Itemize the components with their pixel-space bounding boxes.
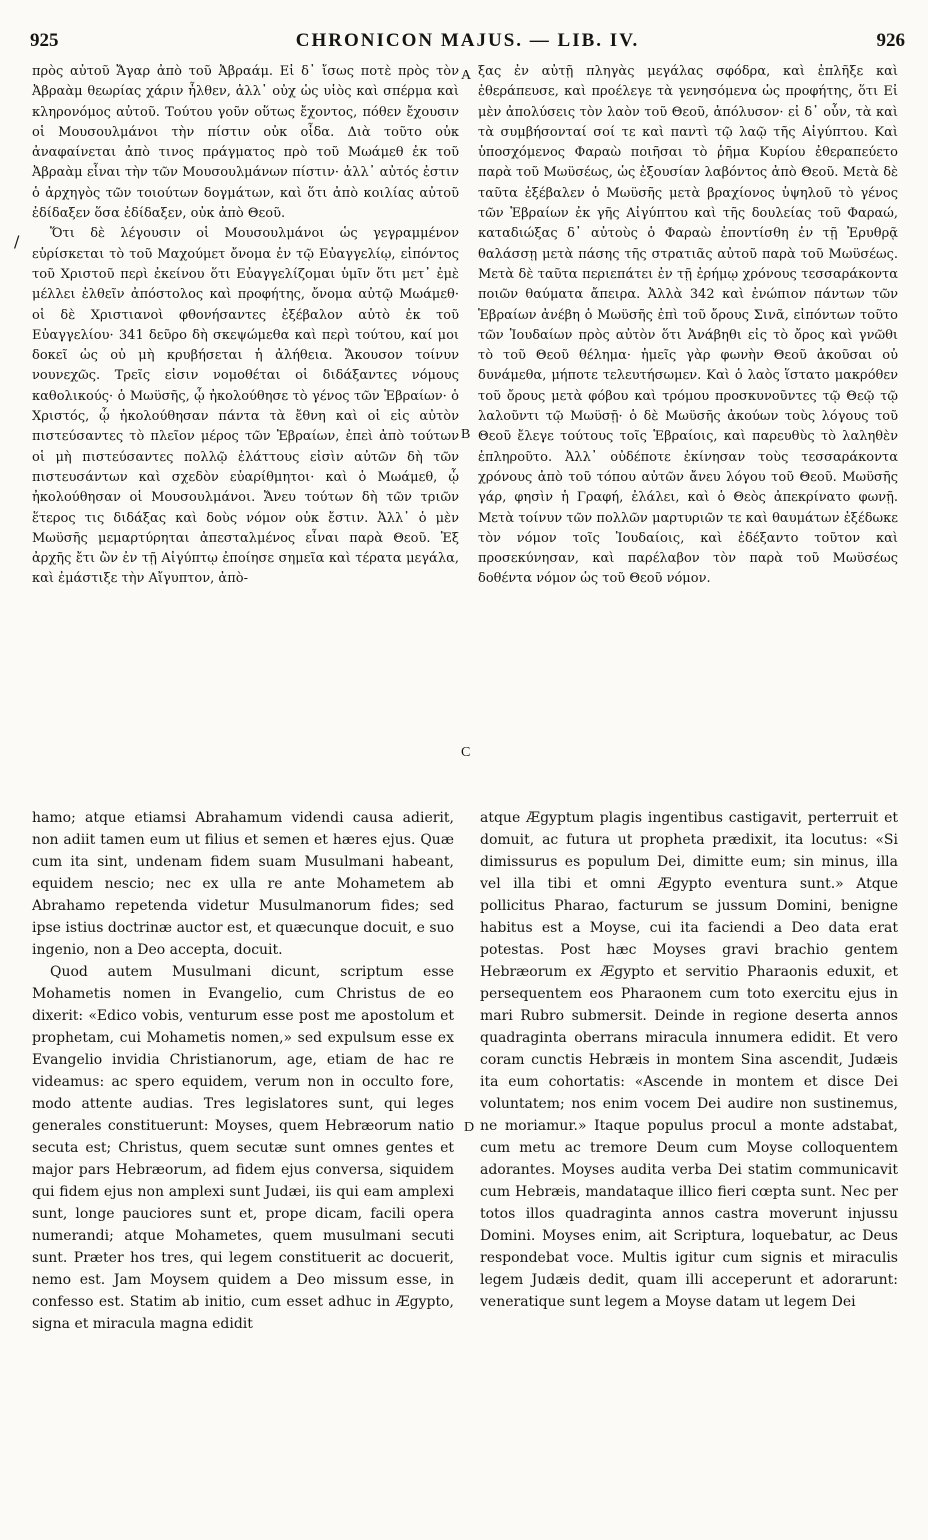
running-title: CHRONICON MAJUS. — LIB. IV.	[295, 30, 640, 51]
right-page-number: 926	[876, 30, 905, 51]
latin-column-left	[32, 807, 454, 1507]
greek-paragraph: ξας ἐν αὐτῇ πληγὰς μεγάλας σφόδρα, καὶ ἐπλῆξε καὶ ἐθεράπευσε, καὶ προέλεγε τὰ γενησόμενα ὡς προφήτης, ὅτι Εἰ μὲν ἀπολύσεις τὸν λαὸν τοῦ Θεοῦ, ἀπόλυσον· εἰ δ᾽ οὖν, τὰ καὶ τὰ συμβήσονταί σοί τε καὶ παντὶ τῷ λαῷ τῆς Αἰγύπτου. Καὶ ὑποσχόμενος Φαραὼ ποιῆσαι τὸ ῥῆμα Κυρίου ἐθεραπεύετο παρὰ τοῦ Μωϋσέως, ὡς ἐξουσίαν λαβόντος ἀπὸ Θεοῦ. Μετὰ δὲ ταῦτα ἐξέβαλεν ὁ Μωϋσῆς μετὰ βραχίονος ὑψηλοῦ τὸ γένος τῶν Ἑβραίων ἐκ γῆς Αἰγύπτου καὶ τῆς δουλείας τοῦ Φαραώ, καταδιώξας δ᾽ αὐτοὺς ὁ Φαραὼ ἐποντίσθη ἐν τῇ Ἐρυθρᾷ θαλάσσῃ μετὰ πάσης τῆς στρατιᾶς αὐτοῦ παρὰ τοῦ Μωϋσέως. Μετὰ δὲ ταῦτα περιεπάτει ἐν τῇ ἐρήμῳ χρόνους τεσσαράκοντα ποιῶν θαύματα ἄπειρα. Ἀλλὰ 342 καὶ ἐνώπιον πάντων τῶν Ἑβραίων ἀνέβη ὁ Μωϋσῆς ἐπὶ τοῦ ὄρους Σινᾶ, εἰπόντων τοῦτο τῶν Ἰουδαίων πρὸς αὐτὸν ὅτι Ἀνάβηθι εἰς τὸ ὄρος καὶ γνῶθι τὸ τοῦ Θεοῦ θέλημα· ἡμεῖς γὰρ φωνὴν Θεοῦ ἀκοῦσαι οὐ δυνάμεθα, μήποτε τελευτήσωμεν. Καὶ ὁ λαὸς ἵστατο μακρόθεν τοῦ ὄρους μετὰ φόβου καὶ τρόμου προσκυνοῦντες τῷ Θεῷ τῷ λαλοῦντι τῷ Μωϋσῇ· ὁ δὲ Μωϋσῆς ἀκούων τοὺς λόγους τοῦ Θεοῦ ἔλεγε τούτους τοῖς Ἑβραίοις, καὶ παρευθὺς τὸ λαληθὲν ἐπληροῦτο. Ἀλλ᾽ οὐδέποτε ἐκίνησαν τοὺς τεσσαράκοντα χρόνους ἀπὸ τοῦ τόπου αὐτῶν ἄνευ λόγου τοῦ Θεοῦ. Μωϋσῆς γάρ, φησὶν ἡ Γραφή, ἐλάλει, καὶ ὁ Θεὸς ἀπεκρίνατο φωνῇ. Μετὰ τοίνυν τῶν πολλῶν μαρτυριῶν τε καὶ θαυμάτων ἐξέδωκε τὸν νόμον τοῖς Ἰουδαίοις, καὶ ἐδέξαντο τοῦτον καὶ προσεκύνησαν, καὶ παρέλαβον τὸν παρὰ τοῦ Μωϋσέως δοθέντα νόμον ὡς τοῦ Θεοῦ νόμον.	[478, 64, 898, 587]
greek-paragraph: πρὸς αὐτοῦ Ἄγαρ ἀπὸ τοῦ Ἀβραάμ. Εἰ δ᾽ ἴσως ποτὲ πρὸς τὸν Ἀβραὰμ θεωρίας χάριν ἦλθεν, ἀλλ᾽ οὐχ ὡς υἱὸς καὶ σπέρμα καὶ κληρονόμος αὐτοῦ. Τούτου γοῦν οὕτως ἔχοντος, πόθεν ἔχουσιν οἱ Μουσουλμάνοι τὴν πίστιν οὐκ οἶδα. Διὰ τοῦτο οὐκ ἀναφαίνεται ἀπὸ τινος πράγματος πρὸ τοῦ Μωάμεθ ἐκ τοῦ Ἀβραὰμ εἶναι τὴν τῶν Μουσουλμάνων πίστιν· ἀλλ᾽ αὐτός ἐστιν ὁ ἀρχηγὸς τῶν τοιούτων δογμάτων, καὶ ὅτι ἀπὸ κοιλίας αὐτοῦ ἐδίδαξεν ὅσα ἐδίδαξεν, οὐκ ἀπὸ Θεοῦ.	[32, 64, 459, 222]
latin-paragraph: atque Ægyptum plagis ingentibus castigavit, perterruit et domuit, ac futura ut propheta prædixit, ita locutus: «Si dimissurus es populum Dei, dimitte eum; sin minus, illa vel illa tibi et omni Ægypto eventura sunt.» Atque pollicitus Pharao, facturum se jussum Domini, benigne habitus est a Moyse, cui ita faciendi a Deo data erat potestas. Post hæc Moyses gravi brachio gentem Hebræorum ex Ægypto et servitio Pharaonis eduxit, et persequentem eos Pharaonem cum toto exercitu ejus in mari Rubro submersit. Deinde in regione deserta annos quadraginta oberrans miracula innumera edidit. Et vero coram cunctis Hebræis in montem Sina ascendit, Judæis ita eum cohortatis: «Ascende in montem et disce Dei voluntatem; nos enim vocem Dei audire non sustinemus, ne moriamur.» Itaque populus procul a monte adstabat, cum metu ac tremore Deum cum Moyse colloquentem adorantes. Moyses audita verba Dei statim communicavit cum Hebræis, mandataque illico fieri cœpta sunt. Nec per totos illos quadraginta annos castra moverunt injussu Domini. Moyses enim, ait Scriptura, loquebatur, ac Deus respondebat voce. Multis igitur cum signis et miraculis legem Judæis dedit, quam illi acceperunt et adorarunt: veneratique sunt legem a Moyse datam ut legem Dei	[480, 810, 898, 1310]
greek-column-left	[32, 62, 459, 774]
greek-paragraph: Ὅτι δὲ λέγουσιν οἱ Μουσουλμάνοι ὡς γεγραμμένον εὑρίσκεται τὸ τοῦ Μαχούμετ ὄνομα ἐν τῷ Εὐαγγελίῳ, εἰπόντος τοῦ Χριστοῦ περὶ ἐκείνου ὅτι Εὐαγγελίζομαι ὑμῖν ὅτι μετ᾽ ἐμὲ μέλλει ἐλθεῖν ἀπόστολος καὶ προφήτης, ὄνομα αὐτῷ Μωάμεθ· οἱ δὲ Χριστιανοὶ φθονήσαντες ἐξέβαλον αὐτὸ ἐκ τοῦ Εὐαγγελίου· 341 δεῦρο δὴ σκεψώμεθα καὶ περὶ τούτου, καί μοι δοκεῖ ὡς οὐ μὴ κρυβήσεται ἡ ἀλήθεια. Ἄκουσον τοίνυν νουνεχῶς. Τρεῖς εἰσιν νομοθέται οἱ διδάξαντες νόμους καθολικούς· ὁ Μωϋσῆς, ᾧ ἠκολούθησε τὸ γένος τῶν Ἑβραίων· ὁ Χριστός, ᾧ ἠκολούθησαν πάντα τὰ ἔθνη καὶ οἱ εἰς αὐτὸν πιστεύσαντες τὸ πλεῖον μέρος τῶν Ἑβραίων, ἐπεὶ ἀπὸ τούτων οἱ μὴ πιστεύσαντες πολλῷ ἐλάττους εἰσὶν αὐτῶν δὴ τῶν πιστευσάντων καὶ σχεδὸν εὐαρίθμητοι· καὶ ὁ Μωάμεθ, ᾧ ἠκολούθησαν οἱ Μουσουλμάνοι. Ἄνευ τούτων δὴ τῶν τριῶν ἕτερος τις διδάξας καὶ δοὺς νόμον οὐκ ἔστιν. Ἀλλ᾽ ὁ μὲν Μωϋσῆς μεμαρτύρηται ἀπεσταλμένος εἶναι παρὰ Θεοῦ. Ἐξ ἀρχῆς ἔτι ὢν ἐν τῇ Αἰγύπτῳ ἐποίησε σημεῖα καὶ τέρατα μεγάλα, καὶ ἐμάστιξε τὴν Αἴγυπτον, ἀπὸ-	[32, 226, 459, 587]
page-header	[30, 30, 905, 58]
margin-letter-c: C	[461, 745, 471, 760]
greek-column-right	[478, 62, 898, 774]
margin-mark: /	[14, 232, 20, 251]
latin-column-right	[480, 807, 898, 1507]
latin-paragraph: hamo; atque etiamsi Abrahamum videndi causa adierit, non adiit tamen eum ut filius et semen et hæres ejus. Quæ cum ita sint, undenam fidem suam Musulmani habeant, equidem nescio; nec ex ulla re ante Mohametem ab Abrahamo repetenda videtur Musulmanorum fides; sed ipse istius doctrinæ auctor est, et quæcunque docuit, e suo ingenio, non a Deo accepta, docuit.	[32, 810, 454, 958]
margin-letter-d: D	[464, 1120, 475, 1135]
left-page-number: 925	[30, 30, 59, 51]
margin-letter-a: A	[461, 68, 472, 83]
latin-paragraph: Quod autem Musulmani dicunt, scriptum esse Mohametis nomen in Evangelio, cum Christus de eo dixerit: «Edico vobis, venturum esse post me apostolum et prophetam, cui Mohametis nomen,» sed expulsum esse ex Evangelio invidia Christianorum, age, etiam de hac re videamus: ac spero equidem, verum non in occulto fore, modo attente audias. Tres legislatores sunt, qui leges generales constituerunt: Moyses, quem Hebræorum natio secuta est; Christus, quem secutæ sunt omnes gentes et major pars Hebræorum, ad fidem ejus conversa, siquidem qui fidem ejus non amplexi sunt Judæi, iis qui eam amplexi sunt, longe pauciores sunt et, prope dicam, facili opera numerandi; atque Mohametes, quem musulmani secuti sunt. Præter hos tres, qui legem constituerit ac docuerit, nemo est. Jam Moysem quidem a Deo missum esse, in confesso est. Statim ab initio, cum esset adhuc in Ægypto, signa et miracula magna edidit	[32, 964, 454, 1332]
margin-letter-b: B	[461, 427, 471, 442]
